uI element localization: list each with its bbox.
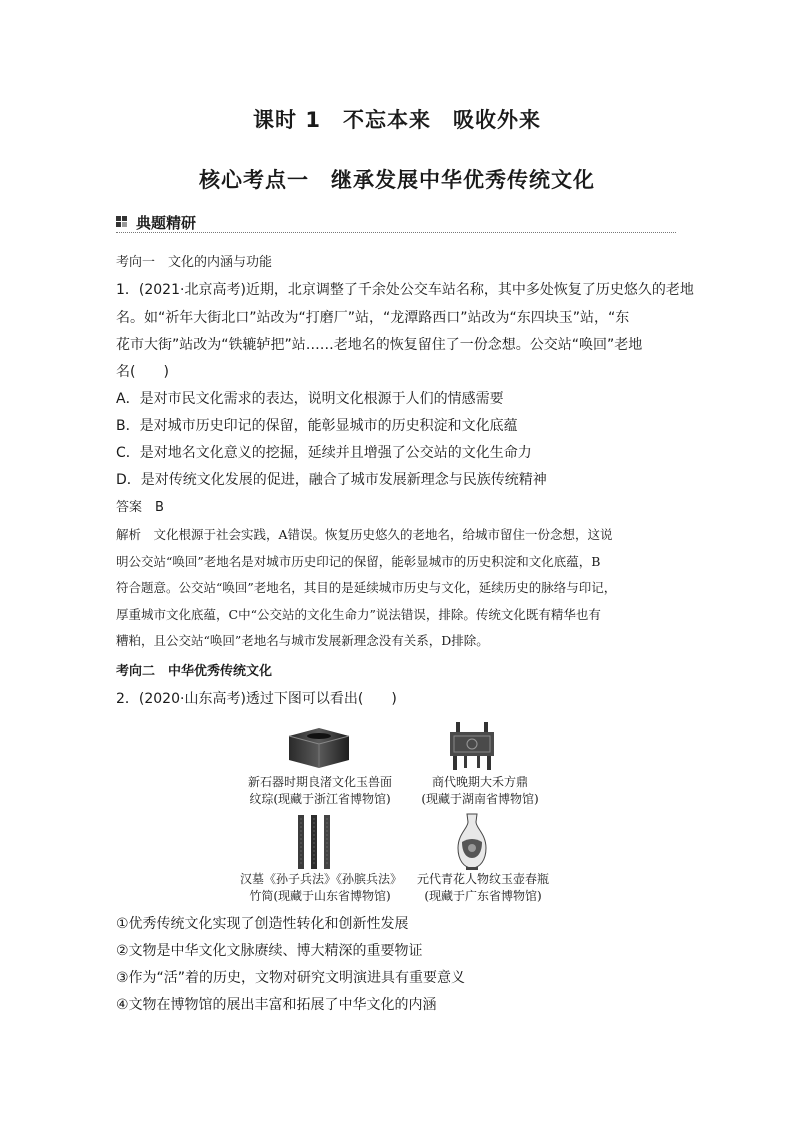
figure-caption-line: 元代青花人物纹玉壶春瓶 xyxy=(416,872,549,886)
explanation-line: 解析 文化根源于社会实践，A错误。恢复历史悠久的老地名，给城市留住一份念想，这说 xyxy=(116,527,613,542)
statement-4: ④文物在博物馆的展出丰富和拓展了中华文化的内涵 xyxy=(116,997,437,1013)
figure-caption-line: 汉墓《孙子兵法》《孙膑兵法》 xyxy=(240,872,403,886)
figure-caption-2 xyxy=(410,774,550,808)
lesson-title xyxy=(0,104,794,134)
figure-caption-line: (现藏于湖南省博物馆) xyxy=(421,792,539,806)
question-1-line-2: 名。如“祈年大街北口”站改为“打磨厂”站，“龙潭路西口”站改为“东四块玉”站，“东 xyxy=(116,310,630,326)
figure-caption-line: 新石器时期良渚文化玉兽面 xyxy=(247,775,392,789)
figure-caption-1 xyxy=(240,774,400,808)
question-1-line-1: 1．(2021·北京高考)近期，北京调整了千余处公交车站名称，其中多处恢复了历史悠久的老地 xyxy=(116,282,694,298)
section-title xyxy=(0,164,794,194)
figure-caption-4 xyxy=(408,871,558,905)
section-banner xyxy=(116,212,676,234)
statement-2: ②文物是中华文化文脉赓续、博大精深的重要物证 xyxy=(116,943,423,959)
option-d: D．是对传统文化发展的促进，融合了城市发展新理念与民族传统精神 xyxy=(116,472,547,488)
statement-3: ③作为“活”着的历史，文物对研究文明演进具有重要意义 xyxy=(116,970,466,986)
figure-caption-line: 纹琮(现藏于浙江省博物馆) xyxy=(249,792,391,806)
question-1-line-3: 花市大街”站改为“铁辘轳把”站……老地名的恢复留住了一份念想。公交站“唤回”老地 xyxy=(116,337,643,353)
question-2-stem: 2．(2020·山东高考)透过下图可以看出( ) xyxy=(116,691,397,707)
section-name: 继承发展中华优秀传统文化 xyxy=(331,168,595,192)
option-a: A．是对市民文化需求的表达，说明文化根源于人们的情感需要 xyxy=(116,391,504,407)
explanation xyxy=(116,522,682,655)
banner-label: 典题精研 xyxy=(136,214,197,232)
porcelain-vase-image xyxy=(452,812,492,872)
lesson-name: 不忘本来 xyxy=(342,108,431,132)
option-c: C．是对地名文化意义的挖掘，延续并且增强了公交站的文化生命力 xyxy=(116,445,532,461)
option-b: B．是对城市历史印记的保留，能彰显城市的历史积淀和文化底蕴 xyxy=(116,418,518,434)
explanation-line: 厚重城市文化底蕴，C中“公交站的文化生命力”说法错误，排除。传统文化既有精华也有 xyxy=(116,606,601,622)
section-number: 核心考点一 xyxy=(199,168,309,192)
figure-caption-line: 商代晚期大禾方鼎 xyxy=(431,775,528,789)
bamboo-slips-image xyxy=(292,814,336,870)
grid-mark-icon xyxy=(116,216,127,227)
question-1-line-4: 名( ) xyxy=(116,364,169,380)
topic-heading-1: 考向一 文化的内涵与功能 xyxy=(116,255,273,270)
topic-heading-2: 考向二 中华优秀传统文化 xyxy=(116,664,273,679)
banner-divider xyxy=(116,232,676,233)
explanation-line: 明公交站“唤回”老地名是对城市历史印记的保留，能彰显城市的历史积淀和文化底蕴，B xyxy=(116,553,601,569)
statement-1: ①优秀传统文化实现了创造性转化和创新性发展 xyxy=(116,916,409,932)
lesson-name-2: 吸收外来 xyxy=(452,108,541,132)
lesson-number: 课时 1 xyxy=(253,108,321,132)
explanation-line: 糟粕，且公交站“唤回”老地名与城市发展新理念没有关系，D排除。 xyxy=(116,633,489,648)
bronze-ding-image xyxy=(442,720,502,772)
answer-line: 答案 B xyxy=(116,500,164,515)
explanation-line: 符合题意。公交站“唤回”老地名，其目的是延续城市历史与文化，延续历史的脉络与印记， xyxy=(116,580,617,595)
figure-caption-3 xyxy=(240,871,403,905)
figure-caption-line: (现藏于广东省博物馆) xyxy=(424,889,542,903)
figure-caption-line: 竹简(现藏于山东省博物馆) xyxy=(249,889,391,903)
jade-cong-image xyxy=(283,724,355,770)
